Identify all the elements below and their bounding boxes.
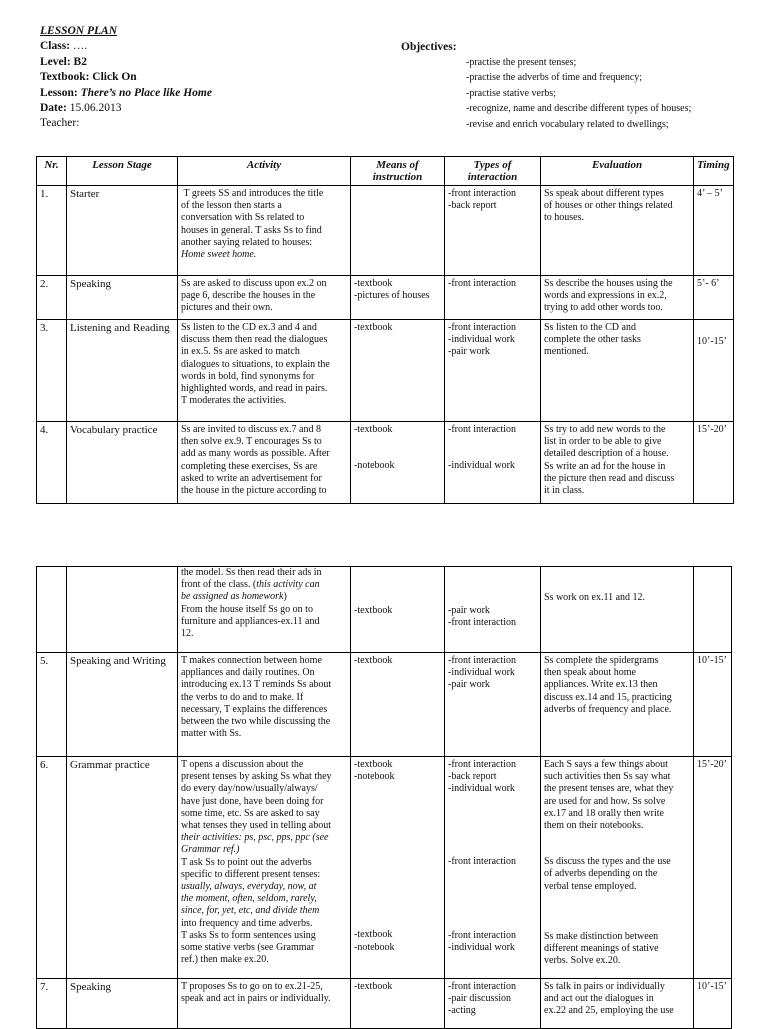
row-nr: 3. (37, 320, 67, 422)
row-stage: Vocabulary practice (67, 422, 178, 504)
row-activity: T opens a discussion about the present tenses by asking Ss what they do every day/now/usually/always/ have just done, have been doing for some time, etc. Ss are asked to say what tenses they used in telling about their activities: ps, psc, pps, ppc (see Grammar ref.) T ask Ss to point out the adverbs specific to different present tenses: usually, always, everyday, now, at the moment, often, seldom, rarely, since, for, yet, etc, and divide them into frequency and time adverbs. T asks Ss to form sentences using some stative verbs (see Grammar ref.) then make ex.20. (178, 757, 351, 979)
row-interaction: -front interaction -pair discussion -acting (445, 979, 541, 1029)
table-row (37, 567, 732, 653)
row-timing: 10’-15’ (694, 979, 732, 1029)
objective-item: -revise and enrich vocabulary related to dwellings; (466, 118, 669, 130)
row-interaction: -front interaction -back report -individual work -front interaction -front interaction -individual work (445, 757, 541, 979)
header-means: Means of instruction (351, 157, 445, 186)
objective-item: -recognize, name and describe different types of houses; (466, 103, 692, 115)
row-nr: 6. (37, 757, 67, 979)
table-header-row (37, 157, 734, 186)
lesson-plan-title: LESSON PLAN (40, 25, 117, 37)
row-interaction: -front interaction (445, 276, 541, 320)
row-nr (37, 567, 67, 653)
objective-item: -practise the present tenses; (466, 57, 577, 68)
row-evaluation: Ss describe the houses using the words and expressions in ex.2, trying to add other words too. (541, 276, 694, 320)
lesson-line: Lesson: There’s no Place like Home (40, 86, 212, 99)
table-row (37, 186, 734, 276)
row-evaluation: Ss work on ex.11 and 12. (541, 567, 694, 653)
row-means: -textbook -pictures of houses (351, 276, 445, 320)
row-means: -textbook (351, 320, 445, 422)
header-evaluation: Evaluation (541, 157, 694, 186)
row-stage: Speaking and Writing (67, 653, 178, 757)
row-nr: 5. (37, 653, 67, 757)
row-timing (694, 567, 732, 653)
row-timing: 15’-20’ (694, 757, 732, 979)
row-evaluation: Ss complete the spidergrams then speak about home appliances. Write ex.13 then discuss ex.14 and 15, practicing adverbs of frequency and place. (541, 653, 694, 757)
textbook-line: Textbook: Click On (40, 71, 137, 84)
row-timing: 5’- 6’ (694, 276, 734, 320)
table-row (37, 320, 734, 422)
row-timing: 10’-15’ (694, 320, 734, 422)
row-stage: Speaking (67, 276, 178, 320)
row-interaction: -front interaction -back report (445, 186, 541, 276)
objective-item: -practise the adverbs of time and frequency; (466, 72, 643, 84)
row-stage: Grammar practice (67, 757, 178, 979)
row-nr: 7. (37, 979, 67, 1029)
row-stage: Starter (67, 186, 178, 276)
header-interaction: Types of interaction (445, 157, 541, 186)
objectives-label: Objectives: (401, 41, 457, 53)
table-row (37, 653, 732, 757)
row-activity: Ss listen to the CD ex.3 and 4 and discuss them then read the dialogues in ex.5. Ss are asked to match dialogues to situations, to explain the words in bold, find synonyms for highlighted words, and read in pairs. T moderates the activities. (178, 320, 351, 422)
row-means (351, 186, 445, 276)
row-evaluation: Ss speak about different types of houses or other things related to houses. (541, 186, 694, 276)
row-timing: 4’ – 5’ (694, 186, 734, 276)
row-stage: Speaking (67, 979, 178, 1029)
row-activity: T greets SS and introduces the title of the lesson then starts a conversation with Ss related to houses in general. T asks Ss to find another saying related to houses: Home sweet home. (178, 186, 351, 276)
row-interaction: -front interaction -individual work (445, 422, 541, 504)
row-means: -textbook (351, 567, 445, 653)
lesson-plan-table-continued (36, 566, 732, 1029)
row-activity: Ss are asked to discuss upon ex.2 on page 6, describe the houses in the pictures and their own. (178, 276, 351, 320)
row-evaluation: Ss listen to the CD and complete the other tasks mentioned. (541, 320, 694, 422)
row-activity: T proposes Ss to go on to ex.21-25, speak and act in pairs or individually. (178, 979, 351, 1029)
lesson-info (40, 24, 370, 132)
level-line: Level: B2 (40, 55, 87, 68)
table-row (37, 276, 734, 320)
table-row (37, 422, 734, 504)
objective-item: -practise stative verbs; (466, 87, 556, 99)
row-activity: T makes connection between home appliances and daily routines. On introducing ex.13 T reminds Ss about the verbs to do and to make. If necessary, T explains the differences between the two while discussing the matter with Ss. (178, 653, 351, 757)
row-means: -textbook -notebook -textbook -notebook (351, 757, 445, 979)
row-stage: Listening and Reading (67, 320, 178, 422)
row-evaluation: Ss talk in pairs or individually and act out the dialogues in ex.22 and 25, employing the use (541, 979, 694, 1029)
objectives-list (466, 55, 691, 132)
row-means: -textbook (351, 653, 445, 757)
row-nr: 1. (37, 186, 67, 276)
row-nr: 2. (37, 276, 67, 320)
header-lesson-stage: Lesson Stage (67, 157, 178, 186)
row-interaction: -front interaction -individual work -pair work (445, 653, 541, 757)
header-timing: Timing (694, 157, 734, 186)
teacher-line: Teacher: (40, 117, 80, 130)
table-row (37, 979, 732, 1029)
header-activity: Activity (178, 157, 351, 186)
table-row (37, 757, 732, 979)
row-nr: 4. (37, 422, 67, 504)
row-means: -textbook (351, 979, 445, 1029)
row-timing: 10’-15’ (694, 653, 732, 757)
header-nr: Nr. (37, 157, 67, 186)
row-timing: 15’-20’ (694, 422, 734, 504)
row-interaction: -pair work -front interaction (445, 567, 541, 653)
row-stage (67, 567, 178, 653)
row-evaluation: Ss try to add new words to the list in order to be able to give detailed description of a house. Ss write an ad for the house in the picture then read and discuss it in class. (541, 422, 694, 504)
date-line: Date: 15.06.2013 (40, 102, 122, 115)
class-line: Class: …. (40, 40, 88, 53)
row-evaluation: Each S says a few things about such activities then Ss say what the present tenses are, what they are used for and how. Ss solve ex.17 and 18 orally then write them on their notebooks. Ss discuss the types and the use of adverbs depending on the verbal tense employed. Ss make distinction between different meanings of stative verbs. Solve ex.20. (541, 757, 694, 979)
row-activity: the model. Ss then read their ads in front of the class. (this activity can be assigned as homework) From the house itself Ss go on to furniture and appliances-ex.11 and 12. (178, 567, 351, 653)
row-means: -textbook -notebook (351, 422, 445, 504)
row-activity: Ss are invited to discuss ex.7 and 8 then solve ex.9. T encourages Ss to add as many words as possible. After completing these exercises, Ss are asked to write an advertisement for the house in the picture according to (178, 422, 351, 504)
lesson-plan-table (36, 156, 734, 504)
row-interaction: -front interaction -individual work -pair work (445, 320, 541, 422)
